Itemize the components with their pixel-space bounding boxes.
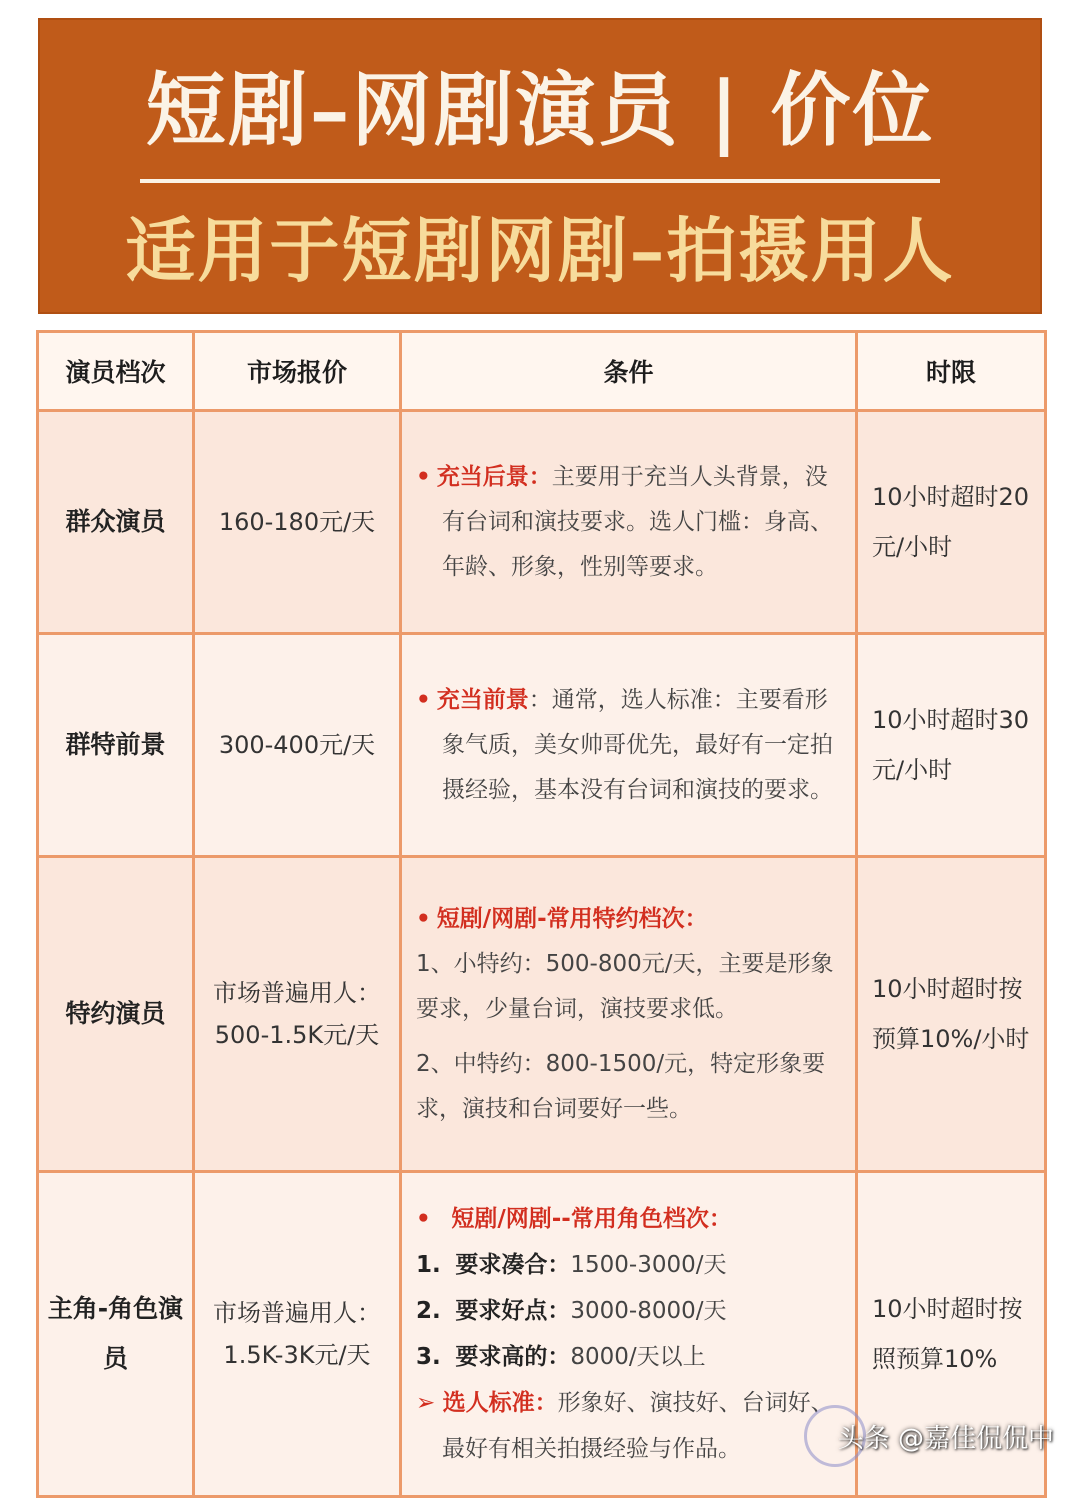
condition-cell (401, 411, 857, 634)
condition-cell (401, 857, 857, 1172)
header-time-limit: 时限 (857, 332, 1046, 411)
header-price: 市场报价 (194, 332, 401, 411)
price-cell: 市场普遍用人：500-1.5K元/天 (194, 857, 401, 1172)
condition-cell (401, 634, 857, 857)
table-row (38, 857, 1046, 1172)
condition-cell (401, 1172, 857, 1497)
table-row (38, 634, 1046, 857)
price-cell: 300-400元/天 (194, 634, 401, 857)
bullet-icon: • (416, 463, 431, 490)
banner-title: 短剧–网剧演员 | 价位 (145, 63, 935, 157)
tier-cell: 群众演员 (38, 411, 194, 634)
list-item: 2. 要求好点：3000-8000/天 (416, 1298, 727, 1324)
tier-cell: 特约演员 (38, 857, 194, 1172)
bullet-icon: • (416, 905, 431, 932)
banner-subtitle: 适用于短剧网剧–拍摄用人 (125, 209, 955, 292)
condition-text: 主要用于充当人头背景，没有台词和演技要求。选人门槛：身高、年龄、形象，性别等要求。 (442, 463, 833, 580)
price-cell: 市场普遍用人：1.5K-3K元/天 (194, 1172, 401, 1497)
tier-cell: 群特前景 (38, 634, 194, 857)
bullet-icon: • (416, 686, 431, 713)
condition-item: 2、中特约：800-1500/元，特定形象要求，演技和台词要好一些。 (416, 1050, 826, 1122)
bullet-icon: • (416, 1206, 431, 1232)
price-table (36, 330, 1047, 1498)
standard-label: 选人标准： (442, 1390, 558, 1416)
list-item: 3. 要求高的：8000/天以上 (416, 1344, 706, 1370)
condition-heading: 短剧/网剧--常用角色档次： (451, 1206, 732, 1232)
condition-heading: 短剧/网剧-常用特约档次： (436, 905, 708, 932)
watermark (804, 1405, 1054, 1467)
arrow-icon: ➢ (416, 1390, 436, 1416)
tier-cell: 主角-角色演员 (38, 1172, 194, 1497)
header-tier: 演员档次 (38, 332, 194, 411)
limit-cell: 10小时超时按照预算10% (857, 1172, 1046, 1497)
watermark-text: 头条 @嘉佳侃侃中 (837, 1423, 1054, 1454)
standard-text: 形象好、演技好、台词好、最好有相关拍摄经验与作品。 (442, 1390, 834, 1462)
table-row (38, 411, 1046, 634)
condition-heading: 充当后景： (436, 463, 552, 490)
limit-cell: 10小时超时20元/小时 (857, 411, 1046, 634)
banner-divider (140, 179, 940, 183)
condition-heading: 充当前景 (436, 686, 529, 713)
limit-cell: 10小时超时30元/小时 (857, 634, 1046, 857)
list-item: 1. 要求凑合：1500-3000/天 (416, 1252, 727, 1278)
limit-cell: 10小时超时按预算10%/小时 (857, 857, 1046, 1172)
header-condition: 条件 (401, 332, 857, 411)
price-cell: 160-180元/天 (194, 411, 401, 634)
condition-item: 1、小特约：500-800元/天，主要是形象要求，少量台词，演技要求低。 (416, 950, 834, 1022)
title-banner (38, 18, 1042, 314)
table-header-row (38, 332, 1046, 411)
condition-text: ：通常，选人标准：主要看形象气质，美女帅哥优先，最好有一定拍摄经验，基本没有台词和演技的要求。 (442, 686, 833, 803)
